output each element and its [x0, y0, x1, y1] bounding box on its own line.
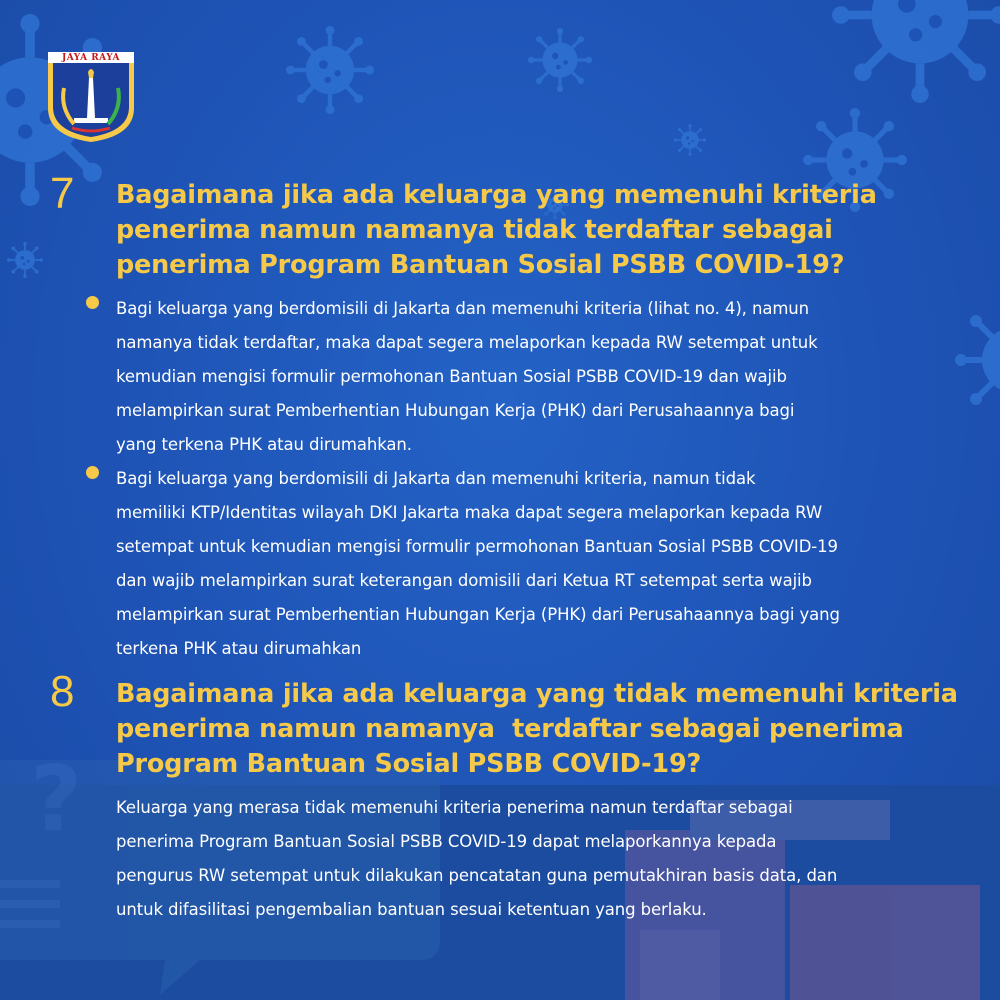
answer-line: yang terkena PHK atau dirumahkan.: [116, 435, 412, 454]
answer-line: dan wajib melampirkan surat keterangan domisili dari Ketua RT setempat serta wajib: [116, 571, 812, 590]
answer-line: Bagi keluarga yang berdomisili di Jakarta dan memenuhi kriteria (lihat no. 4), namun: [116, 299, 810, 318]
answer-line: memiliki KTP/Identitas wilayah DKI Jakarta maka dapat segera melaporkan kepada RW: [116, 503, 823, 522]
answer-line: untuk difasilitasi pengembalian bantuan sesuai ketentuan yang berlaku.: [116, 900, 707, 919]
question-line: Bagaimana jika ada keluarga yang memenuhi kriteria: [116, 180, 877, 210]
question-number: 8: [50, 667, 75, 716]
question-number: 7: [50, 169, 75, 218]
answer-line: Bagi keluarga yang berdomisili di Jakarta dan memenuhi kriteria, namun tidak: [116, 469, 756, 488]
answer-line: namanya tidak terdaftar, maka dapat segera melaporkan kepada RW setempat untuk: [116, 333, 818, 352]
answer-line: pengurus RW setempat untuk dilakukan pencatatan guna pemutakhiran basis data, dan: [116, 866, 838, 885]
question-line: Program Bantuan Sosial PSBB COVID-19?: [116, 749, 702, 779]
question-line: Bagaimana jika ada keluarga yang tidak memenuhi kriteria: [116, 679, 958, 709]
question-line: penerima namun namanya tidak terdaftar sebagai: [116, 215, 833, 245]
answer-line: Keluarga yang merasa tidak memenuhi kriteria penerima namun terdaftar sebagai: [116, 798, 793, 817]
answer-line: setempat untuk kemudian mengisi formulir permohonan Bantuan Sosial PSBB COVID-19: [116, 537, 838, 556]
logo-text: JAYA RAYA: [61, 53, 121, 63]
answer-line: melampirkan surat Pemberhentian Hubungan Kerja (PHK) dari Perusahaannya bagi yang: [116, 605, 840, 624]
question-heading: [116, 677, 976, 782]
question-line: penerima Program Bantuan Sosial PSBB COVID-19?: [116, 250, 845, 280]
answer-line: kemudian mengisi formulir permohonan Bantuan Sosial PSBB COVID-19 dan wajib: [116, 367, 787, 386]
answer-line: melampirkan surat Pemberhentian Hubungan Kerja (PHK) dari Perusahaannya bagi: [116, 401, 795, 420]
answer-paragraph: [116, 791, 976, 927]
svg-text:?: ?: [30, 747, 83, 852]
answer-bullet-list: [84, 292, 964, 666]
answer-line: penerima Program Bantuan Sosial PSBB COVID-19 dapat melaporkannya kepada: [116, 832, 777, 851]
answer-line: terkena PHK atau dirumahkan: [116, 639, 362, 658]
list-item: [84, 462, 964, 666]
question-line: penerima namun namanya terdaftar sebagai penerima: [116, 714, 904, 744]
question-heading: [116, 178, 976, 283]
list-item: [84, 292, 964, 462]
